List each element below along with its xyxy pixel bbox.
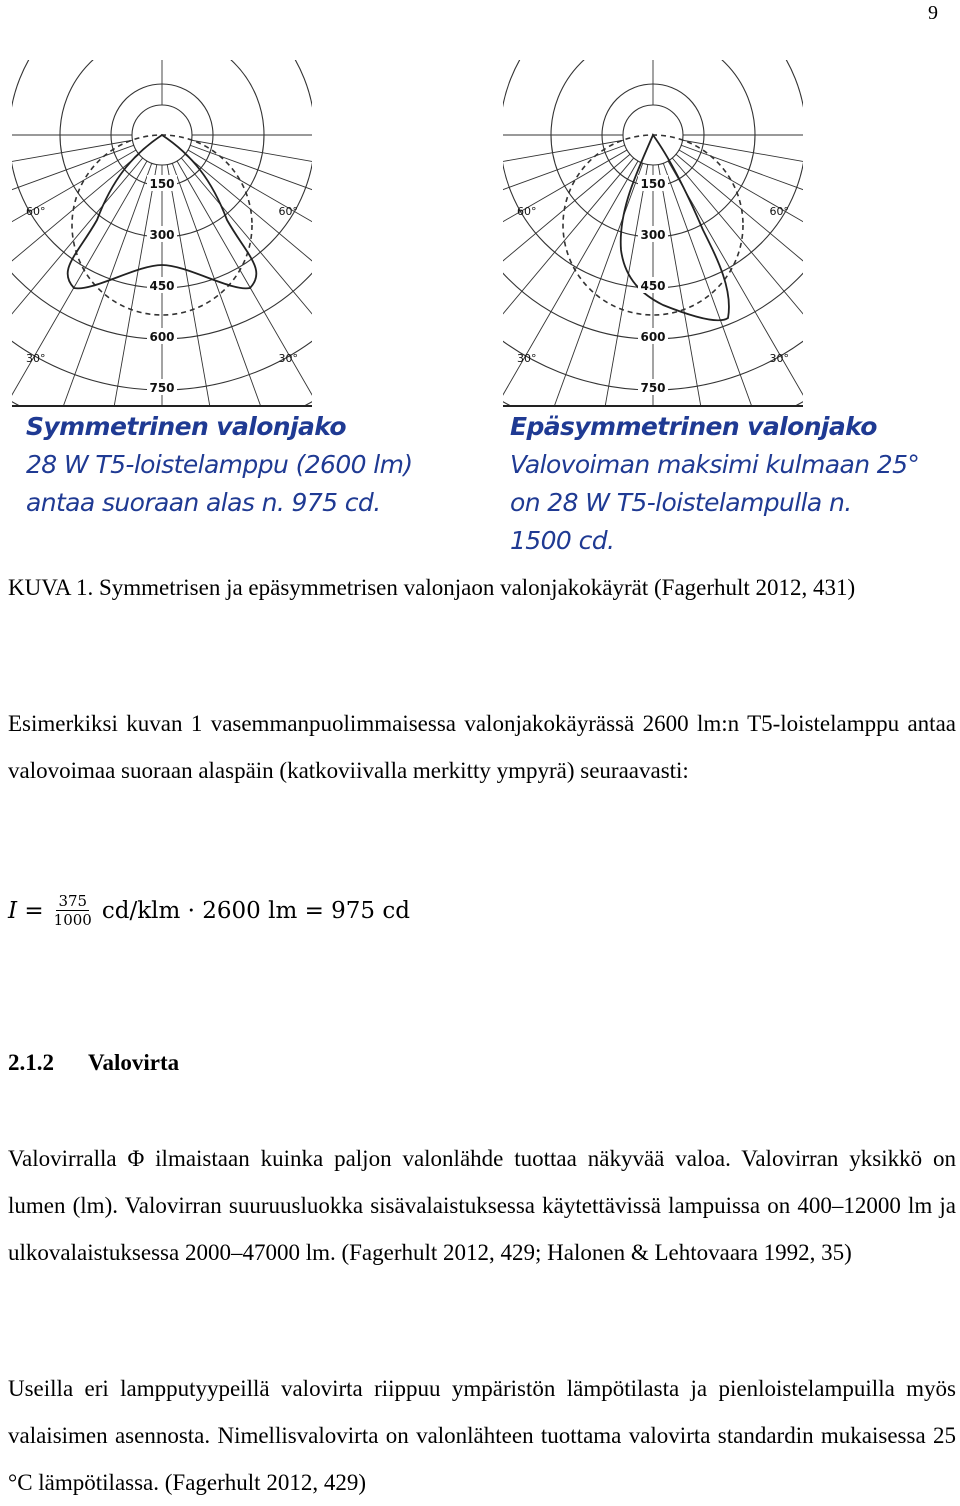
formula-fraction: [54, 892, 92, 929]
angle-label: 30°: [769, 352, 789, 365]
caption-title: Symmetrinen valonjako: [26, 412, 346, 441]
diagram-caption-asymmetric: [510, 408, 919, 560]
figure-caption: KUVA 1. Symmetrisen ja epäsymmetrisen valonjaon valonjakokäyrät (Fagerhult 2012, 431): [8, 575, 856, 600]
radial-label: 300: [149, 228, 175, 242]
intensity-formula: [8, 892, 410, 929]
radial-label: 150: [149, 177, 175, 191]
formula-denominator: 1000: [53, 911, 92, 929]
caption-line: 1500 cd.: [510, 526, 615, 555]
caption-line: antaa suoraan alas n. 975 cd.: [26, 488, 381, 517]
paragraph-temperature: Useilla eri lampputyypeillä valovirta riippuu ympäristön lämpötilasta ja pienloistelampuilla myös valaisimen asennosta. Nimellisvalovirta on valonlähteen tuottama valovirta standardin mukaisessa 25 °C lämpötilassa. (Fagerhult 2012, 429): [8, 1376, 956, 1495]
radial-label: 150: [640, 177, 666, 191]
polar-diagram-asymmetric: [503, 60, 803, 407]
angle-label: 60°: [517, 205, 537, 218]
section-heading: [8, 1050, 179, 1076]
section-number: 2.1.2: [8, 1050, 54, 1075]
angle-label: 60°: [278, 205, 298, 218]
caption-line: 28 W T5-loistelamppu (2600 lm): [26, 450, 413, 479]
radial-label: 600: [640, 330, 666, 344]
radial-label: 450: [640, 279, 666, 293]
angle-label: 30°: [278, 352, 298, 365]
angle-label: 60°: [26, 205, 46, 218]
section-title: Valovirta: [88, 1050, 180, 1075]
angle-label: 30°: [517, 352, 537, 365]
paragraph-example: Esimerkiksi kuvan 1 vasemmanpuolimmaisessa valonjakokäyrässä 2600 lm:n T5-loistelamppu antaa valovoimaa suoraan alaspäin (katkoviivalla merkitty ympyrä) seuraavasti:: [8, 711, 956, 783]
radial-label: 750: [640, 381, 666, 395]
caption-line: on 28 W T5-loistelampulla n.: [510, 488, 852, 517]
radial-label: 600: [149, 330, 175, 344]
polar-diagram-symmetric: [12, 60, 312, 407]
formula-numerator: 375: [58, 892, 88, 910]
radial-label: 450: [149, 279, 175, 293]
page-number: 9: [928, 2, 938, 24]
formula-lhs: I =: [8, 897, 44, 924]
radial-label: 750: [149, 381, 175, 395]
paragraph-luminous-flux: Valovirralla Φ ilmaistaan kuinka paljon valonlähde tuottaa näkyvää valoa. Valovirran yksikkö on lumen (lm). Valovirran suuruusluokka sisävalaistuksessa käytettävissä lampuissa on 400–12000 lm ja ulkovalaistuksessa 2000–47000 lm. (Fagerhult 2012, 429; Halonen & Lehtovaara 1992, 35): [8, 1146, 956, 1265]
caption-line: Valovoiman maksimi kulmaan 25°: [510, 450, 920, 479]
angle-label: 60°: [769, 205, 789, 218]
radial-label: 300: [640, 228, 666, 242]
diagram-caption-symmetric: [26, 408, 413, 522]
angle-label: 30°: [26, 352, 46, 365]
formula-rhs: cd/klm · 2600 lm = 975 cd: [101, 897, 410, 924]
caption-title: Epäsymmetrinen valonjako: [510, 412, 877, 441]
